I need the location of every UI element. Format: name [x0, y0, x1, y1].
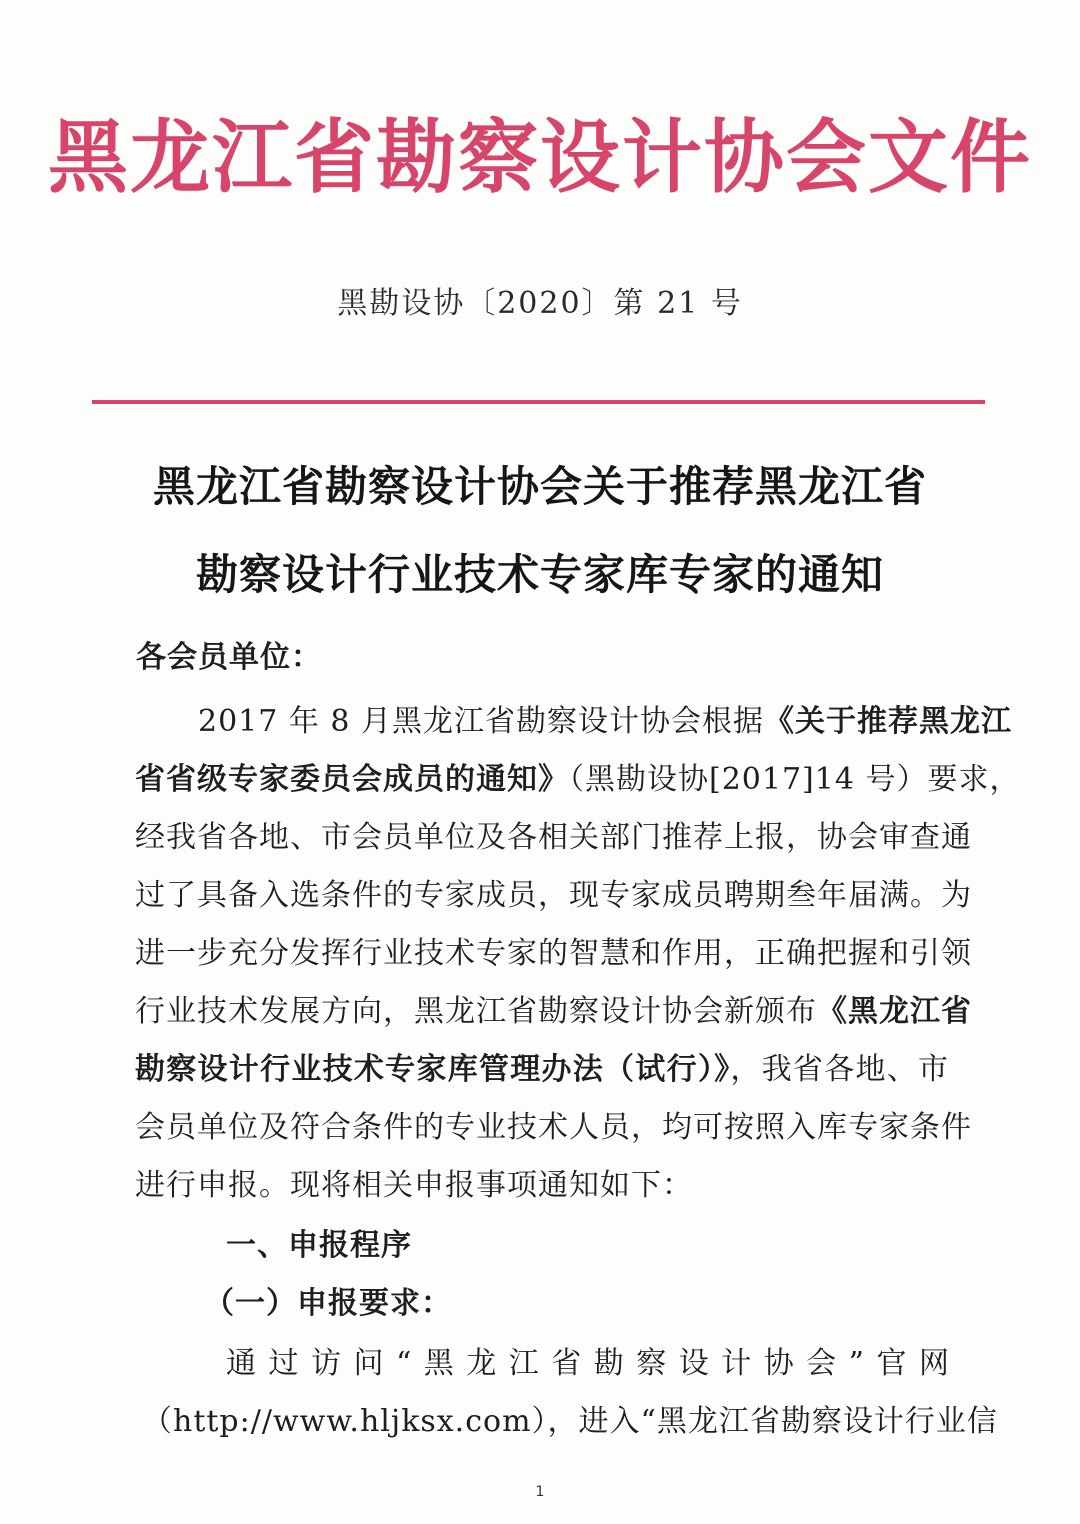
salutation: 各会员单位：: [136, 640, 322, 675]
body-line: [135, 1044, 949, 1088]
cited-document-title: 《黑龙江省: [817, 994, 972, 1029]
cited-document-title: 省省级专家委员会成员的通知》: [135, 762, 569, 797]
red-divider: [92, 400, 985, 404]
body-line: 过了具备入选条件的专家成员，现专家成员聘期叁年届满。为: [135, 878, 972, 913]
document-number: 黑勘设协〔2020〕第 21 号: [337, 286, 743, 321]
body-line: 会员单位及符合条件的专业技术人员，均可按照入库专家条件: [135, 1110, 972, 1145]
cited-document-title: 《关于推荐黑龙江: [764, 704, 1013, 739]
body-text: ，我省各地、市: [730, 1052, 950, 1087]
body-line: 通过访问“黑龙江省勘察设计协会”官网: [226, 1346, 950, 1381]
body-text: 2017 年 8 月黑龙江省勘察设计协会根据: [198, 704, 765, 739]
body-line: [135, 754, 1021, 798]
body-line: [198, 696, 1013, 740]
body-line: 进一步充分发挥行业技术专家的智慧和作用，正确把握和引领: [135, 936, 972, 971]
section-heading: 一、申报程序: [226, 1228, 412, 1263]
cited-document-title: 勘察设计行业技术专家库管理办法（试行）》: [135, 1052, 731, 1087]
body-line: [135, 986, 972, 1030]
body-text: 行业技术发展方向，黑龙江省勘察设计协会新颁布: [135, 994, 817, 1029]
page-number: 1: [535, 1484, 545, 1500]
body-text: （黑勘设协[2017]14 号）要求，: [569, 762, 1021, 797]
document-title-line-1: 黑龙江省勘察设计协会关于推荐黑龙江省: [152, 462, 927, 511]
subsection-heading: （一）申报要求：: [204, 1286, 452, 1321]
masthead-title: 黑龙江省勘察设计协会文件: [48, 111, 1032, 204]
document-title-line-2: 勘察设计行业技术专家库专家的通知: [195, 550, 884, 599]
body-line: （http://www.hljksx.com），进入“黑龙江省勘察设计行业信: [142, 1404, 998, 1439]
body-line: 进行申报。现将相关申报事项通知如下：: [135, 1168, 693, 1203]
body-line: 经我省各地、市会员单位及各相关部门推荐上报，协会审查通: [135, 820, 972, 855]
